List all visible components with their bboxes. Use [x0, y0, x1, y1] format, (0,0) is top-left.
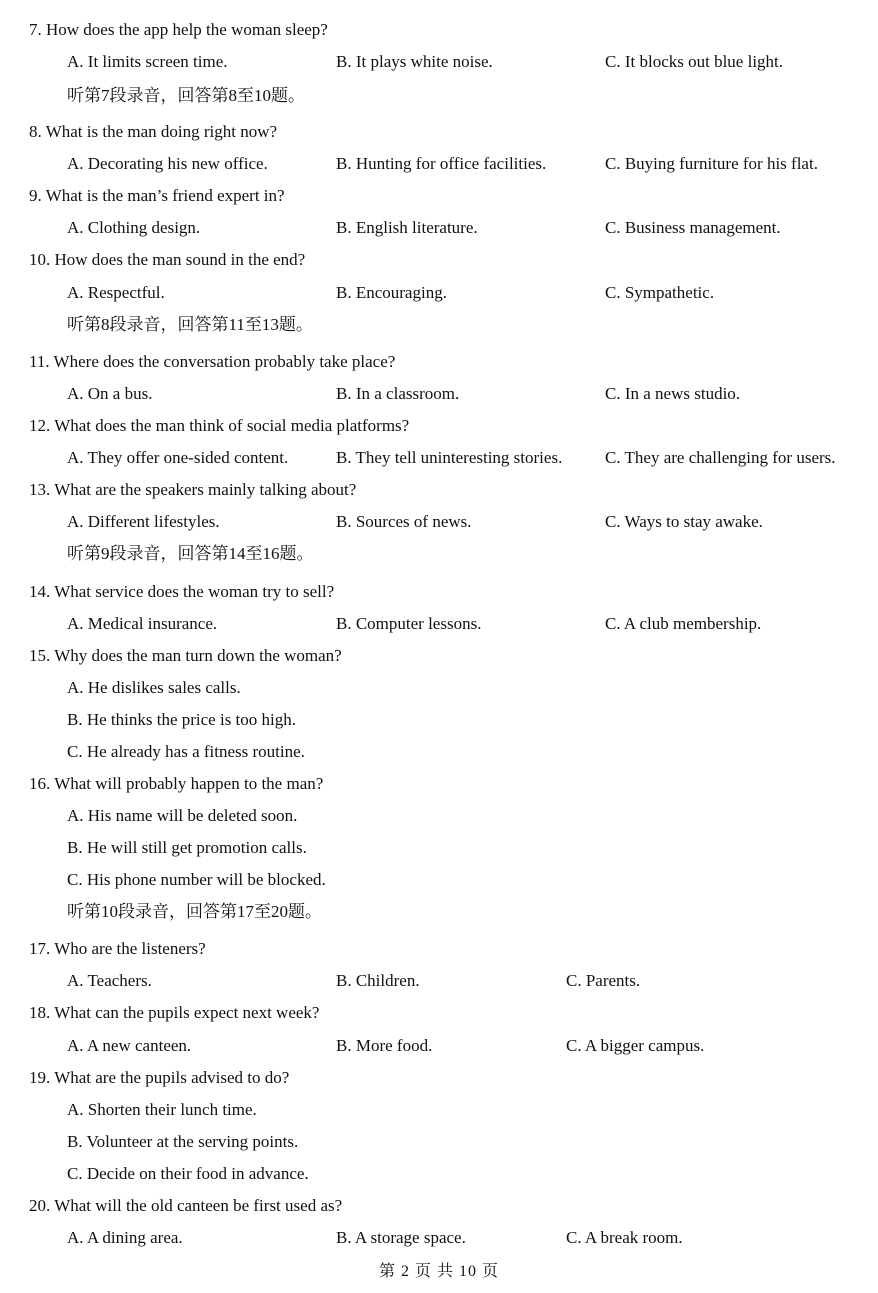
answer-option-a: A. Respectful. [67, 283, 165, 302]
answer-option-c: C. In a news studio. [605, 384, 741, 403]
answer-option-b: B. It plays white noise. [336, 52, 493, 71]
options-row [0, 152, 878, 176]
section-instruction: 听第7段录音，回答第8至10题。 [67, 86, 305, 105]
question-stem: 7. How does the app help the woman sleep? [29, 20, 328, 39]
answer-option-c: C. Ways to stay awake. [605, 512, 763, 531]
answer-option: C. Decide on their food in advance. [67, 1164, 309, 1183]
page-footer: 第 2 页 共 10 页 [378, 1263, 499, 1280]
question-stem: 11. Where does the conversation probably take place? [29, 352, 396, 371]
options-row [0, 612, 878, 636]
answer-option: C. His phone number will be blocked. [67, 870, 326, 889]
question-stem: 15. Why does the man turn down the woman? [29, 646, 342, 665]
options-row [0, 216, 878, 240]
answer-option-a: A. A dining area. [67, 1228, 183, 1247]
answer-option-b: B. In a classroom. [336, 384, 460, 403]
question-stem: 9. What is the man’s friend expert in? [29, 186, 285, 205]
options-row [0, 969, 878, 993]
answer-option-c: C. It blocks out blue light. [605, 52, 784, 71]
section-instruction: 听第9段录音，回答第14至16题。 [67, 544, 314, 563]
answer-option-a: A. Teachers. [67, 971, 152, 990]
answer-option: C. He already has a fitness routine. [67, 742, 305, 761]
answer-option-c: C. Buying furniture for his flat. [605, 154, 818, 173]
question-stem: 13. What are the speakers mainly talking about? [29, 480, 357, 499]
section-instruction: 听第10段录音，回答第17至20题。 [67, 902, 322, 921]
answer-option-a: A. On a bus. [67, 384, 153, 403]
options-row [0, 382, 878, 406]
options-row [0, 281, 878, 305]
answer-option-b: B. A storage space. [336, 1228, 466, 1247]
answer-option-c: C. Parents. [566, 971, 641, 990]
question-stem: 20. What will the old canteen be first used as? [29, 1196, 343, 1215]
question-stem: 18. What can the pupils expect next week? [29, 1003, 320, 1022]
answer-option-b: B. They tell uninteresting stories. [336, 448, 563, 467]
question-stem: 16. What will probably happen to the man? [29, 774, 324, 793]
answer-option-a: A. Clothing design. [67, 218, 201, 237]
answer-option-a: A. A new canteen. [67, 1036, 192, 1055]
question-stem: 8. What is the man doing right now? [29, 122, 278, 141]
answer-option-c: C. A bigger campus. [566, 1036, 705, 1055]
options-row [0, 510, 878, 534]
options-row [0, 446, 878, 470]
answer-option-b: B. More food. [336, 1036, 433, 1055]
answer-option-c: C. A club membership. [605, 614, 762, 633]
answer-option-b: B. Computer lessons. [336, 614, 482, 633]
question-stem: 14. What service does the woman try to sell? [29, 582, 335, 601]
section-instruction: 听第8段录音，回答第11至13题。 [67, 315, 313, 334]
answer-option: A. Shorten their lunch time. [67, 1100, 257, 1119]
answer-option: A. He dislikes sales calls. [67, 678, 241, 697]
answer-option-a: A. Medical insurance. [67, 614, 218, 633]
question-stem: 19. What are the pupils advised to do? [29, 1068, 290, 1087]
answer-option: A. His name will be deleted soon. [67, 806, 298, 825]
answer-option-a: A. It limits screen time. [67, 52, 228, 71]
question-stem: 17. Who are the listeners? [29, 939, 206, 958]
options-row [0, 1226, 878, 1250]
answer-option-b: B. Children. [336, 971, 420, 990]
question-stem: 10. How does the man sound in the end? [29, 250, 306, 269]
answer-option: B. He thinks the price is too high. [67, 710, 297, 729]
answer-option: B. He will still get promotion calls. [67, 838, 307, 857]
answer-option-c: C. Sympathetic. [605, 283, 715, 302]
answer-option-b: B. Hunting for office facilities. [336, 154, 547, 173]
answer-option-a: A. Decorating his new office. [67, 154, 268, 173]
answer-option-b: B. Encouraging. [336, 283, 447, 302]
answer-option-a: A. They offer one-sided content. [67, 448, 289, 467]
answer-option-a: A. Different lifestyles. [67, 512, 220, 531]
answer-option-c: C. They are challenging for users. [605, 448, 836, 467]
answer-option: B. Volunteer at the serving points. [67, 1132, 299, 1151]
answer-option-b: B. Sources of news. [336, 512, 472, 531]
question-stem: 12. What does the man think of social media platforms? [29, 416, 410, 435]
answer-option-c: C. A break room. [566, 1228, 683, 1247]
answer-option-b: B. English literature. [336, 218, 478, 237]
options-row [0, 1034, 878, 1058]
options-row [0, 50, 878, 74]
answer-option-c: C. Business management. [605, 218, 781, 237]
